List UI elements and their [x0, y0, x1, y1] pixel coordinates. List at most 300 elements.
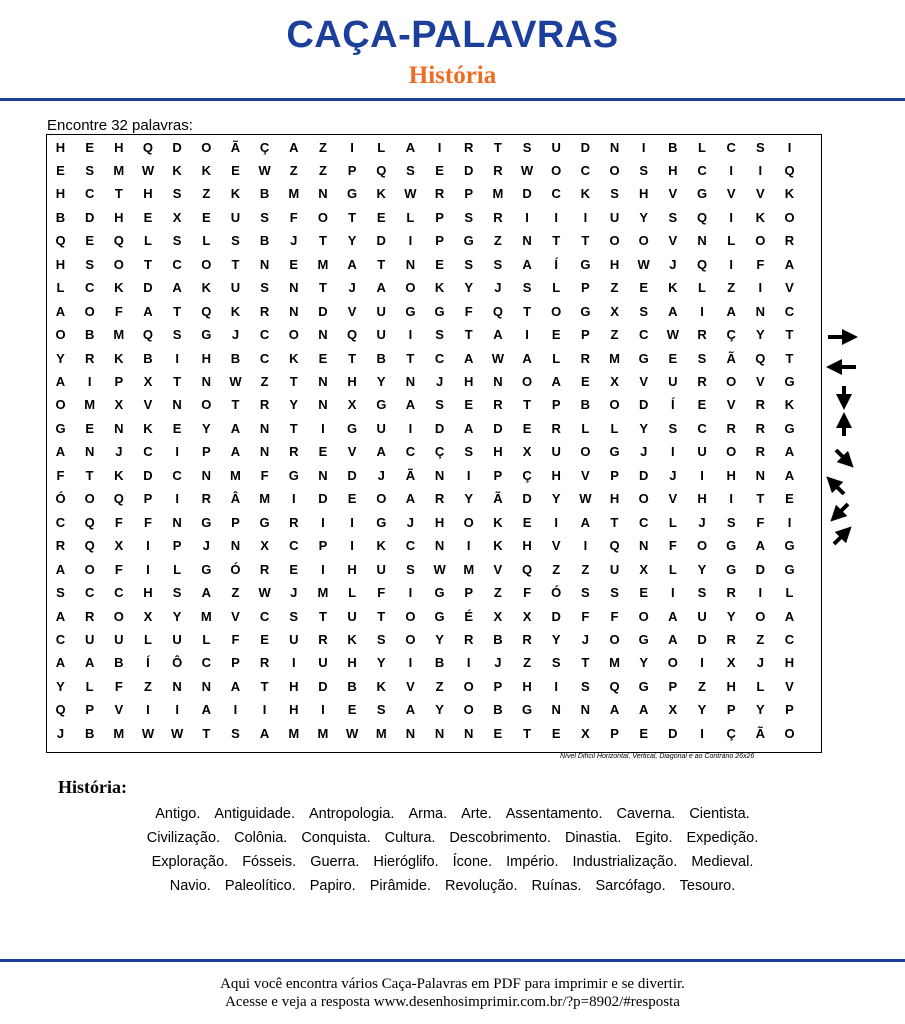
grid-letter: G [463, 233, 474, 249]
grid-letter: W [433, 561, 446, 577]
grid-letter: O [784, 725, 795, 741]
grid-letter: W [141, 725, 155, 741]
grid-letter: K [172, 162, 182, 178]
grid-letter: D [464, 162, 474, 178]
word-item: Civilização. [146, 830, 221, 846]
grid-letter: I [671, 444, 675, 460]
grid-letter: A [522, 350, 532, 366]
grid-letter: H [434, 514, 445, 530]
grid-letter: T [377, 608, 386, 624]
grid-letter: K [114, 350, 124, 366]
grid-letter: D [143, 467, 153, 483]
word-list-heading: História: [58, 777, 127, 797]
grid-letter: J [231, 327, 240, 343]
grid-letter: G [609, 444, 620, 460]
grid-letter: J [56, 725, 65, 741]
grid-letter: E [85, 233, 94, 249]
grid-letter: T [552, 233, 561, 249]
grid-letter: T [289, 374, 298, 389]
grid-letter: I [87, 374, 92, 389]
grid-letter: V [726, 186, 736, 202]
grid-letter: E [376, 209, 386, 225]
grid-letter: K [201, 280, 211, 296]
grid-letter: P [143, 491, 153, 507]
grid-letter: N [434, 538, 445, 554]
grid-letter: U [289, 631, 299, 647]
grid-letter: A [55, 374, 66, 389]
grid-letter: T [85, 467, 94, 483]
grid-letter: N [289, 280, 299, 296]
grid-letter: R [755, 420, 766, 436]
grid-letter: Z [581, 561, 590, 577]
grid-letter: L [610, 420, 619, 436]
grid-letter: O [113, 256, 124, 272]
grid-letter: T [173, 303, 182, 319]
grid-letter: U [376, 327, 386, 343]
grid-letter: O [317, 209, 328, 225]
word-item: Pirâmide. [369, 878, 431, 894]
grid-letter: S [260, 209, 269, 225]
grid-letter: C [143, 444, 153, 460]
grid-letter: P [493, 678, 503, 694]
grid-letter: D [318, 303, 328, 319]
grid-letter: S [172, 585, 182, 601]
grid-letter: C [259, 327, 270, 343]
grid-letter: I [437, 139, 442, 155]
grid-letter: R [434, 186, 445, 202]
grid-letter: F [581, 608, 590, 624]
grid-letter: P [726, 702, 736, 718]
grid-letter: V [639, 374, 649, 389]
grid-letter: Z [493, 233, 502, 249]
grid-letter: P [347, 162, 357, 178]
grid-letter: H [347, 374, 357, 389]
word-item: Cientista. [689, 806, 750, 822]
grid-letter: D [434, 420, 445, 436]
grid-letter: N [405, 725, 416, 741]
grid-letter: A [55, 655, 66, 671]
grid-letter: C [84, 186, 95, 202]
word-item: Hieróglifo. [373, 854, 439, 870]
grid-letter: X [522, 608, 532, 624]
grid-letter: U [697, 444, 707, 460]
grid-letter: V [668, 233, 678, 249]
grid-letter: L [668, 514, 677, 530]
grid-letter: Y [697, 702, 707, 718]
grid-letter: I [554, 209, 559, 225]
word-item: Ícone. [452, 854, 493, 870]
grid-letter: T [318, 608, 327, 624]
grid-letter: O [638, 233, 649, 249]
grid-letter: Q [376, 162, 387, 178]
grid-letter: A [230, 678, 241, 694]
grid-letter: E [56, 162, 65, 178]
grid-letter: T [202, 725, 211, 741]
grid-letter: L [143, 233, 152, 249]
grid-letter: U [376, 561, 386, 577]
grid-letter: Z [231, 585, 240, 601]
grid-letter: J [406, 514, 415, 530]
grid-letter: O [580, 444, 591, 460]
grid-letter: É [464, 608, 474, 624]
grid-letter: G [784, 420, 795, 436]
page-subtitle: História [408, 62, 497, 89]
grid-letter: A [551, 374, 561, 389]
grid-letter: F [231, 631, 240, 647]
grid-letter: O [201, 256, 212, 272]
word-item: Assentamento. [505, 806, 603, 822]
grid-letter: E [143, 209, 153, 225]
grid-letter: I [554, 678, 559, 694]
grid-letter: L [348, 585, 357, 601]
grid-letter: Y [464, 280, 474, 296]
grid-letter: R [697, 374, 707, 389]
grid-letter: Z [435, 678, 444, 694]
grid-letter: O [755, 233, 766, 249]
grid-letter: W [170, 725, 184, 741]
grid-letter: T [785, 350, 794, 366]
grid-letter: T [231, 256, 240, 272]
grid-letter: W [229, 374, 242, 389]
grid-letter: A [784, 256, 795, 272]
grid-letter: Y [201, 420, 211, 436]
grid-letter: D [143, 280, 153, 296]
grid-letter: N [755, 303, 766, 319]
grid-letter: T [143, 256, 152, 272]
grid-letter: H [493, 444, 503, 460]
grid-letter: R [55, 538, 66, 554]
grid-letter: E [639, 280, 649, 296]
grid-letter: C [405, 444, 416, 460]
grid-letter: T [260, 678, 269, 694]
grid-letter: L [668, 561, 677, 577]
grid-letter: C [289, 538, 299, 554]
grid-letter: P [464, 585, 474, 601]
grid-letter: L [698, 139, 706, 155]
grid-letter: E [435, 256, 444, 272]
grid-letter: H [143, 585, 153, 601]
header-divider [0, 98, 905, 101]
grid-letter: S [464, 209, 474, 225]
grid-letter: G [638, 678, 649, 694]
grid-letter: W [258, 585, 271, 601]
grid-letter: C [784, 303, 795, 319]
grid-letter: X [522, 444, 532, 460]
grid-letter: H [55, 139, 66, 155]
grid-letter: Z [493, 585, 502, 601]
grid-letter: I [700, 303, 704, 319]
word-list-line [0, 806, 905, 822]
grid-letter: E [347, 491, 357, 507]
grid-letter: I [408, 655, 413, 671]
grid-letter: J [290, 233, 298, 249]
grid-letter: N [84, 444, 95, 460]
grid-letter: C [434, 350, 445, 366]
grid-letter: O [84, 303, 95, 319]
grid-letter: S [260, 280, 269, 296]
grid-letter: T [493, 139, 502, 155]
grid-letter: H [289, 702, 299, 718]
grid-letter: E [522, 514, 532, 530]
grid-letter: I [641, 139, 646, 155]
grid-letter: A [259, 725, 270, 741]
word-list-line [0, 830, 905, 846]
grid-letter: I [466, 467, 471, 483]
grid-letter: G [434, 303, 445, 319]
grid-letter: N [259, 256, 270, 272]
grid-letter: Q [55, 702, 66, 718]
grid-letter: I [787, 139, 792, 155]
arrow-up-left-icon [832, 482, 844, 494]
grid-letter: Z [727, 280, 736, 296]
grid-letter: A [405, 491, 416, 507]
grid-letter: F [143, 514, 152, 530]
grid-letter: J [494, 655, 502, 671]
grid-letter: S [581, 585, 590, 601]
grid-letter: B [259, 233, 270, 249]
grid-letter: D [318, 678, 328, 694]
grid-letter: F [114, 561, 123, 577]
grid-letter: T [173, 374, 182, 389]
word-item: Medieval. [691, 854, 754, 870]
grid-letter: A [405, 702, 416, 718]
grid-letter: K [493, 538, 503, 554]
grid-letter: A [493, 327, 503, 343]
instructions: Encontre 32 palavras: [47, 117, 193, 134]
grid-letter: S [522, 139, 532, 155]
grid-letter: G [201, 327, 212, 343]
grid-letter: Q [755, 350, 766, 366]
grid-letter: I [671, 585, 675, 601]
grid-letter: P [231, 655, 240, 671]
grid-letter: S [755, 139, 765, 155]
grid-letter: X [639, 561, 649, 577]
grid-letter: N [201, 374, 211, 389]
grid-letter: S [668, 209, 678, 225]
grid-letter: B [376, 350, 386, 366]
grid-letter: B [143, 350, 153, 366]
grid-letter: H [726, 467, 736, 483]
grid-letter: G [696, 186, 708, 202]
grid-letter: N [755, 467, 766, 483]
grid-letter: I [758, 162, 763, 178]
grid-letter: X [143, 374, 153, 389]
grid-letter: S [610, 186, 619, 202]
footer-divider [0, 959, 905, 962]
grid-letter: Y [551, 631, 561, 647]
grid-letter: T [348, 350, 357, 366]
grid-letter: N [172, 514, 182, 530]
grid-letter: A [522, 256, 532, 272]
grid-letter: O [609, 162, 620, 178]
grid-letter: E [85, 139, 94, 155]
grid-letter: P [610, 725, 619, 741]
grid-letter: W [666, 327, 679, 343]
grid-letter: P [493, 467, 503, 483]
grid-letter: O [609, 397, 620, 413]
grid-letter: S [726, 514, 736, 530]
grid-letter: G [521, 702, 533, 718]
grid-letter: U [84, 631, 95, 647]
grid-letter: N [201, 467, 211, 483]
grid-letter: N [522, 233, 532, 249]
grid-letter: I [233, 702, 238, 718]
grid-letter: O [696, 538, 708, 554]
grid-letter: H [638, 186, 649, 202]
grid-letter: C [580, 162, 591, 178]
grid-letter: H [697, 491, 707, 507]
grid-letter: V [406, 678, 415, 694]
word-item: Sarcófago. [595, 878, 666, 894]
grid-letter: O [405, 631, 416, 647]
grid-letter: H [114, 139, 124, 155]
grid-letter: G [376, 514, 387, 530]
grid-letter: R [259, 303, 270, 319]
grid-letter: E [551, 327, 561, 343]
grid-letter: M [113, 725, 125, 741]
grid-letter: Y [435, 702, 444, 718]
grid-letter: O [84, 491, 95, 507]
grid-letter: T [406, 350, 415, 366]
grid-letter: A [609, 702, 620, 718]
grid-letter: N [318, 186, 328, 202]
grid-letter: J [202, 538, 210, 554]
grid-letter: P [435, 209, 444, 225]
grid-letter: A [405, 397, 416, 413]
grid-letter: R [201, 491, 211, 507]
grid-letter: G [347, 420, 358, 436]
grid-letter: C [55, 631, 66, 647]
grid-letter: E [639, 725, 649, 741]
word-item: Dinastia. [564, 830, 622, 846]
grid-letter: P [201, 444, 211, 460]
word-item: Antropologia. [309, 806, 395, 822]
grid-letter: H [522, 538, 532, 554]
grid-letter: J [115, 444, 123, 460]
grid-letter: K [289, 350, 299, 366]
grid-letter: H [784, 655, 795, 671]
grid-letter: F [756, 514, 765, 530]
grid-letter: E [464, 397, 474, 413]
grid-letter: R [522, 631, 532, 647]
word-item: Papiro. [309, 878, 356, 894]
grid-letter: I [146, 538, 150, 554]
grid-letter: S [376, 702, 386, 718]
grid-letter: T [523, 303, 532, 319]
grid-letter: K [434, 280, 445, 296]
grid-letter: D [697, 631, 707, 647]
grid-letter: X [610, 303, 619, 319]
grid-letter: I [321, 514, 325, 530]
grid-letter: P [464, 186, 474, 202]
grid-letter: O [551, 303, 562, 319]
grid-letter: H [726, 678, 736, 694]
grid-letter: S [697, 350, 707, 366]
grid-letter: X [114, 397, 124, 413]
grid-letter: V [114, 702, 124, 718]
grid-letter: P [785, 702, 794, 718]
grid-letter: T [377, 256, 386, 272]
grid-letter: A [464, 350, 474, 366]
grid-letter: H [551, 467, 561, 483]
grid-letter: V [347, 303, 357, 319]
grid-letter: R [697, 327, 707, 343]
grid-letter: B [230, 350, 241, 366]
word-list-line [0, 854, 905, 870]
grid-letter: R [755, 397, 766, 413]
grid-letter: S [435, 397, 444, 413]
grid-letter: D [522, 186, 532, 202]
word-item: Revolução. [444, 878, 518, 894]
grid-letter: I [758, 585, 763, 601]
grid-letter: R [289, 444, 299, 460]
grid-letter: M [492, 186, 504, 202]
grid-letter: E [551, 725, 561, 741]
grid-letter: A [755, 538, 766, 554]
grid-letter: I [291, 491, 296, 507]
grid-letter: Ã [755, 725, 766, 741]
grid-letter: Ó [55, 491, 66, 507]
grid-letter: O [201, 139, 212, 155]
grid-letter: I [758, 280, 763, 296]
grid-letter: S [376, 631, 386, 647]
grid-letter: E [318, 444, 328, 460]
grid-letter: A [464, 420, 474, 436]
grid-letter: T [464, 327, 473, 343]
grid-letter: O [463, 514, 474, 530]
grid-letter: X [114, 538, 124, 554]
grid-letter: R [551, 420, 561, 436]
grid-letter: T [231, 397, 240, 413]
grid-letter: D [522, 491, 532, 507]
grid-letter: O [638, 608, 649, 624]
grid-letter: Q [347, 327, 358, 343]
grid-letter: V [143, 397, 153, 413]
grid-letter: E [231, 162, 240, 178]
grid-letter: O [667, 655, 678, 671]
grid-letter: L [85, 678, 94, 694]
grid-letter: I [729, 162, 733, 178]
grid-letter: R [580, 350, 591, 366]
grid-letter: X [347, 397, 357, 413]
grid-letter: R [784, 233, 795, 249]
grid-letter: R [493, 397, 503, 413]
grid-letter: R [755, 444, 766, 460]
grid-letter: Z [318, 162, 327, 178]
grid-letter: V [755, 186, 765, 202]
grid-letter: S [406, 561, 415, 577]
grid-letter: J [377, 467, 385, 483]
grid-letter: D [668, 725, 678, 741]
grid-letter: C [114, 585, 124, 601]
grid-letter: I [146, 702, 150, 718]
grid-letter: M [113, 162, 125, 178]
grid-letter: S [464, 444, 474, 460]
grid-letter: Í [671, 397, 675, 413]
grid-letter: Z [610, 280, 619, 296]
grid-letter: Ã [493, 491, 503, 507]
grid-letter: B [580, 397, 591, 413]
grid-letter: S [85, 162, 94, 178]
grid-letter: P [231, 514, 240, 530]
grid-letter: I [350, 514, 354, 530]
grid-letter: B [434, 655, 445, 671]
grid-letter: P [581, 280, 590, 296]
grid-letter: C [55, 514, 66, 530]
grid-letter: D [376, 233, 386, 249]
grid-letter: H [55, 256, 66, 272]
grid-letter: Ã [230, 139, 241, 155]
